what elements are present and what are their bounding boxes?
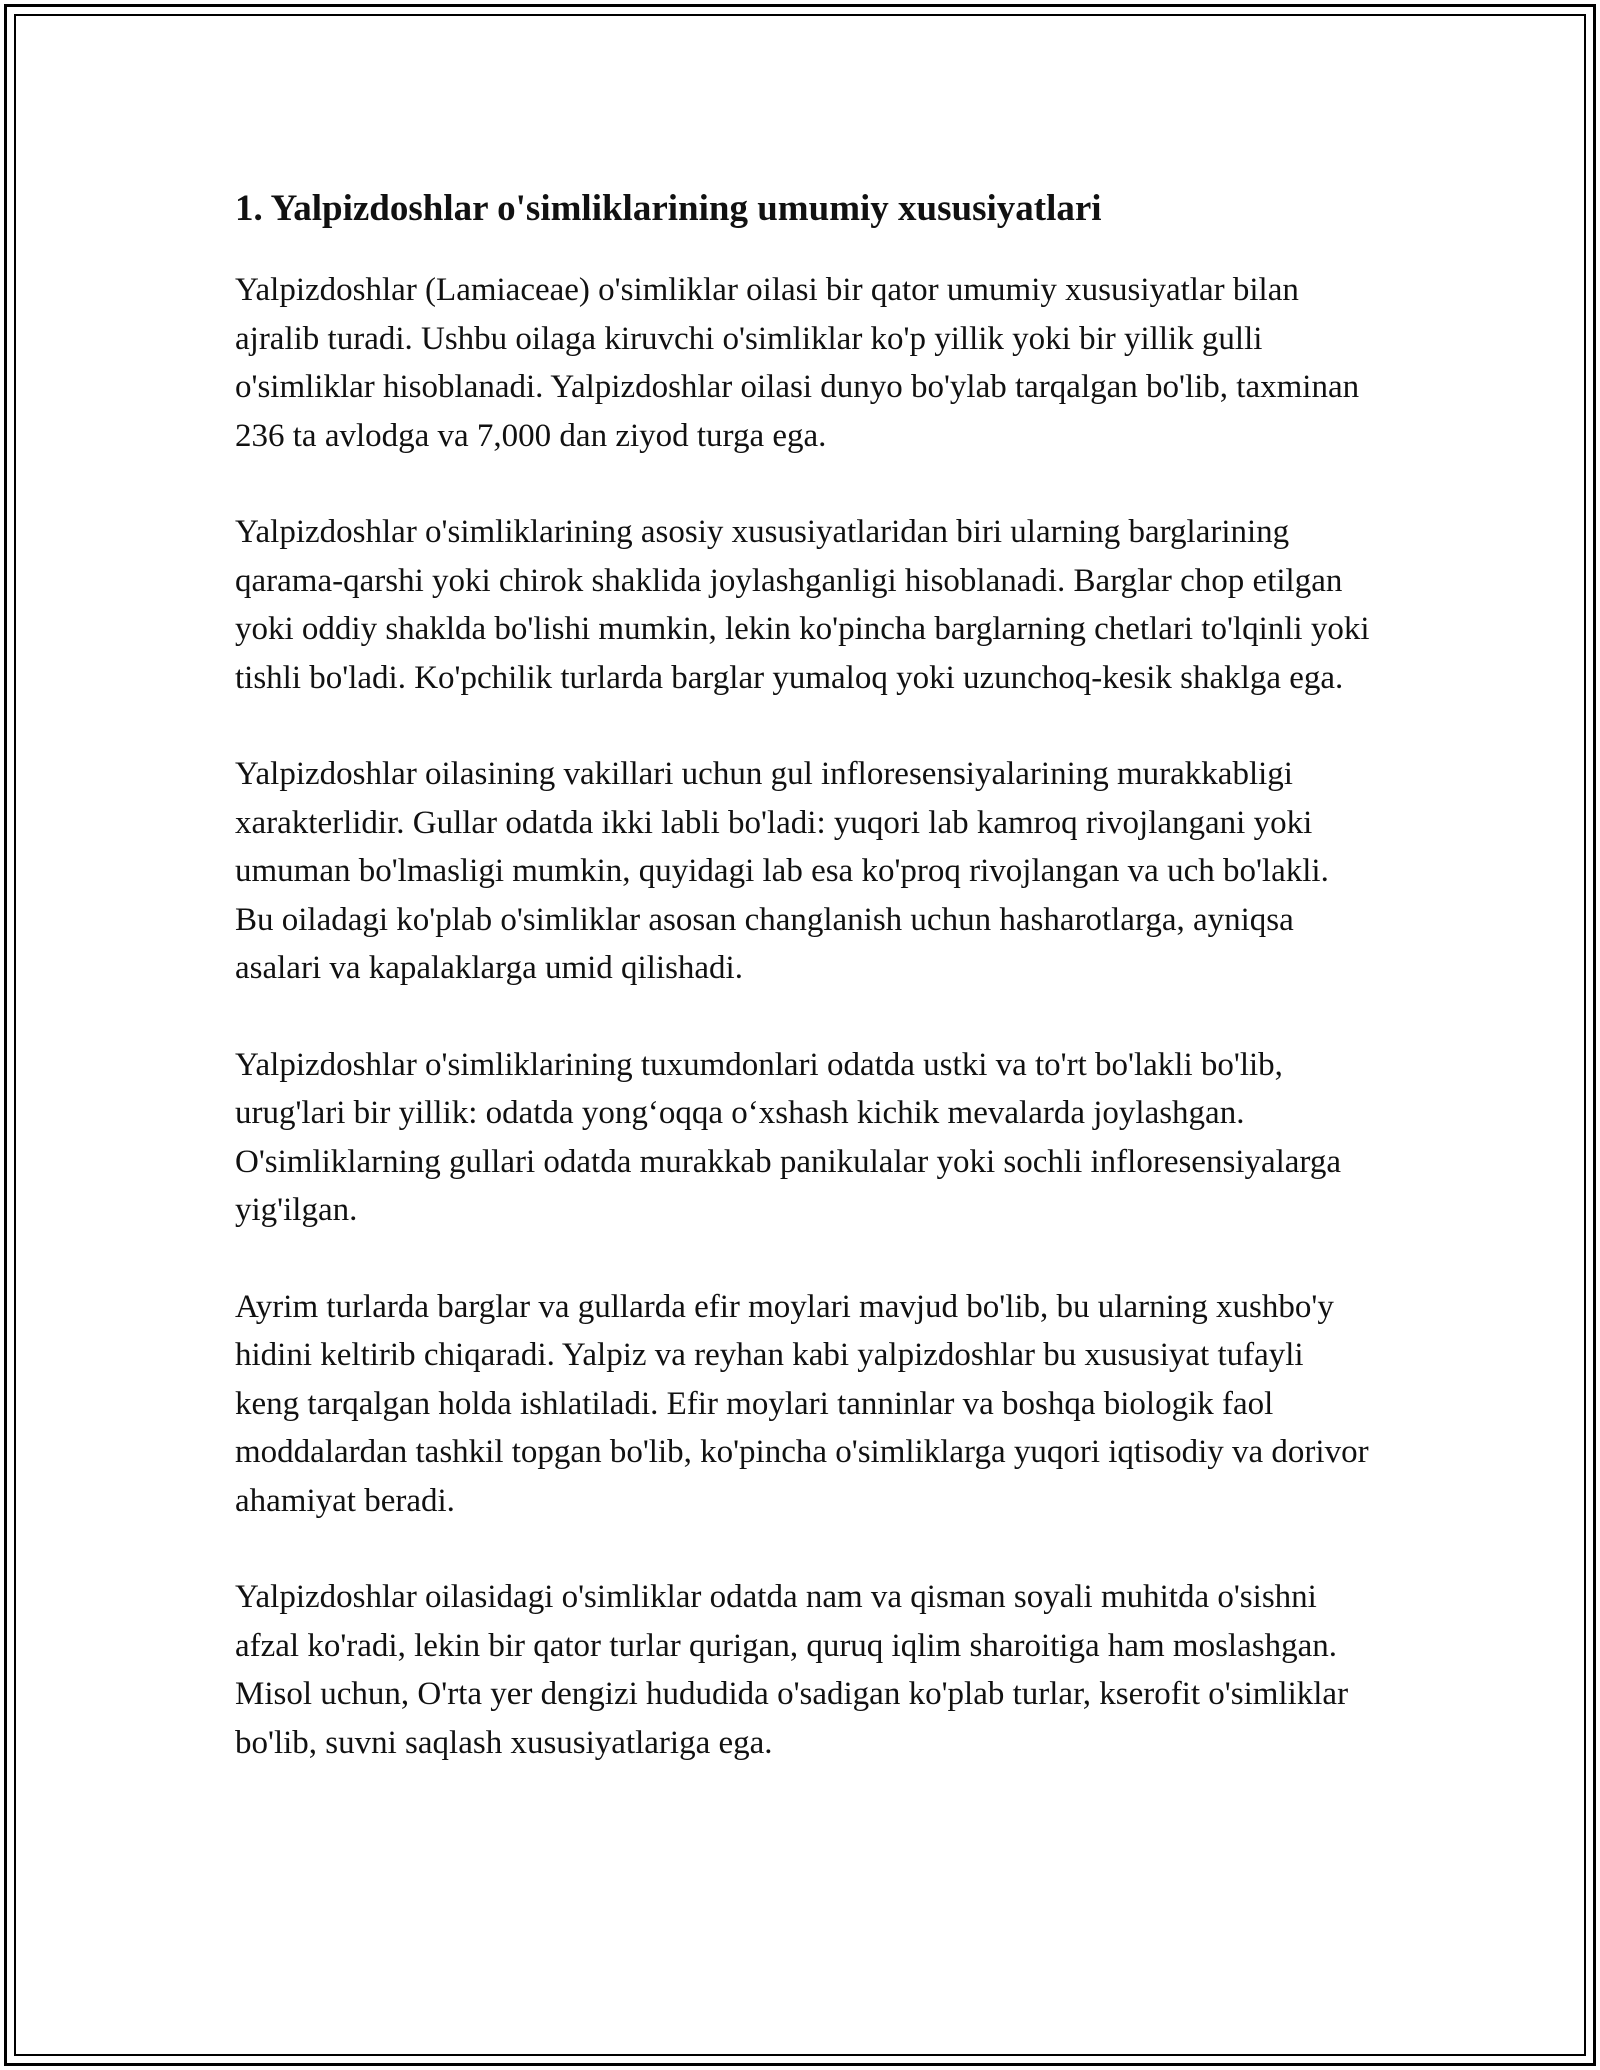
paragraph-4: Yalpizdoshlar o'simliklarining tuxumdonlari odatda ustki va to'rt bo'lakli bo'lib, urug'lari bir yillik: odatda yong‘oqqa o‘xshash kichik mevalarda joylashgan. O'simliklarning gullari odatda murakkab panikulalar yoki sochli infloresensiyalarga yig'ilgan.	[235, 1046, 1341, 1228]
paragraph-5: Ayrim turlarda barglar va gullarda efir moylari mavjud bo'lib, bu ularning xushbo'y hidini keltirib chiqaradi. Yalpiz va reyhan kabi yalpizdoshlar bu xususiyat tufayli keng tarqalgan holda ishlatiladi. Efir moylari tanninlar va boshqa biologik faol moddalardan tashkil topgan bo'lib, ko'pincha o'simliklarga yuqori iqtisodiy va dorivor ahamiyat beradi.	[235, 1288, 1369, 1519]
document-page	[235, 180, 1375, 1815]
paragraph-1: Yalpizdoshlar (Lamiaceae) o'simliklar oilasi bir qator umumiy xususiyatlar bilan ajralib turadi. Ushbu oilaga kiruvchi o'simliklar ko'p yillik yoki bir yillik gulli o'simliklar hisoblanadi. Yalpizdoshlar oilasi dunyo bo'ylab tarqalgan bo'lib, taxminan 236 ta avlodga va 7,000 dan ziyod turga ega.	[235, 272, 1360, 454]
paragraph-6: Yalpizdoshlar oilasidagi o'simliklar odatda nam va qisman soyali muhitda o'sishni afzal ko'radi, lekin bir qator turlar qurigan, quruq iqlim sharoitiga ham moslashgan. Misol uchun, O'rta yer dengizi hududida o'sadigan ko'plab turlar, kserofit o'simliklar bo'lib, suvni saqlash xususiyatlariga ega.	[235, 1579, 1349, 1761]
section-heading: 1. Yalpizdoshlar o'simliklarining umumiy xususiyatlari	[235, 188, 1102, 229]
paragraph-2: Yalpizdoshlar o'simliklarining asosiy xususiyatlaridan biri ularning barglarining qarama-qarshi yoki chirok shaklida joylashganligi hisoblanadi. Barglar chop etilgan yoki oddiy shaklda bo'lishi mumkin, lekin ko'pincha barglarning chetlari to'lqinli yoki tishli bo'ladi. Ko'pchilik turlarda barglar yumaloq yoki uzunchoq-kesik shaklga ega.	[235, 514, 1370, 696]
paragraph-3: Yalpizdoshlar oilasining vakillari uchun gul infloresensiyalarining murakkabligi xarakterlidir. Gullar odatda ikki labli bo'ladi: yuqori lab kamroq rivojlangani yoki umuman bo'lmasligi mumkin, quyidagi lab esa ko'proq rivojlangan va uch bo'lakli. Bu oiladagi ko'plab o'simliklar asosan changlanish uchun hasharotlarga, ayniqsa asalari va kapalaklarga umid qilishadi.	[235, 756, 1329, 986]
